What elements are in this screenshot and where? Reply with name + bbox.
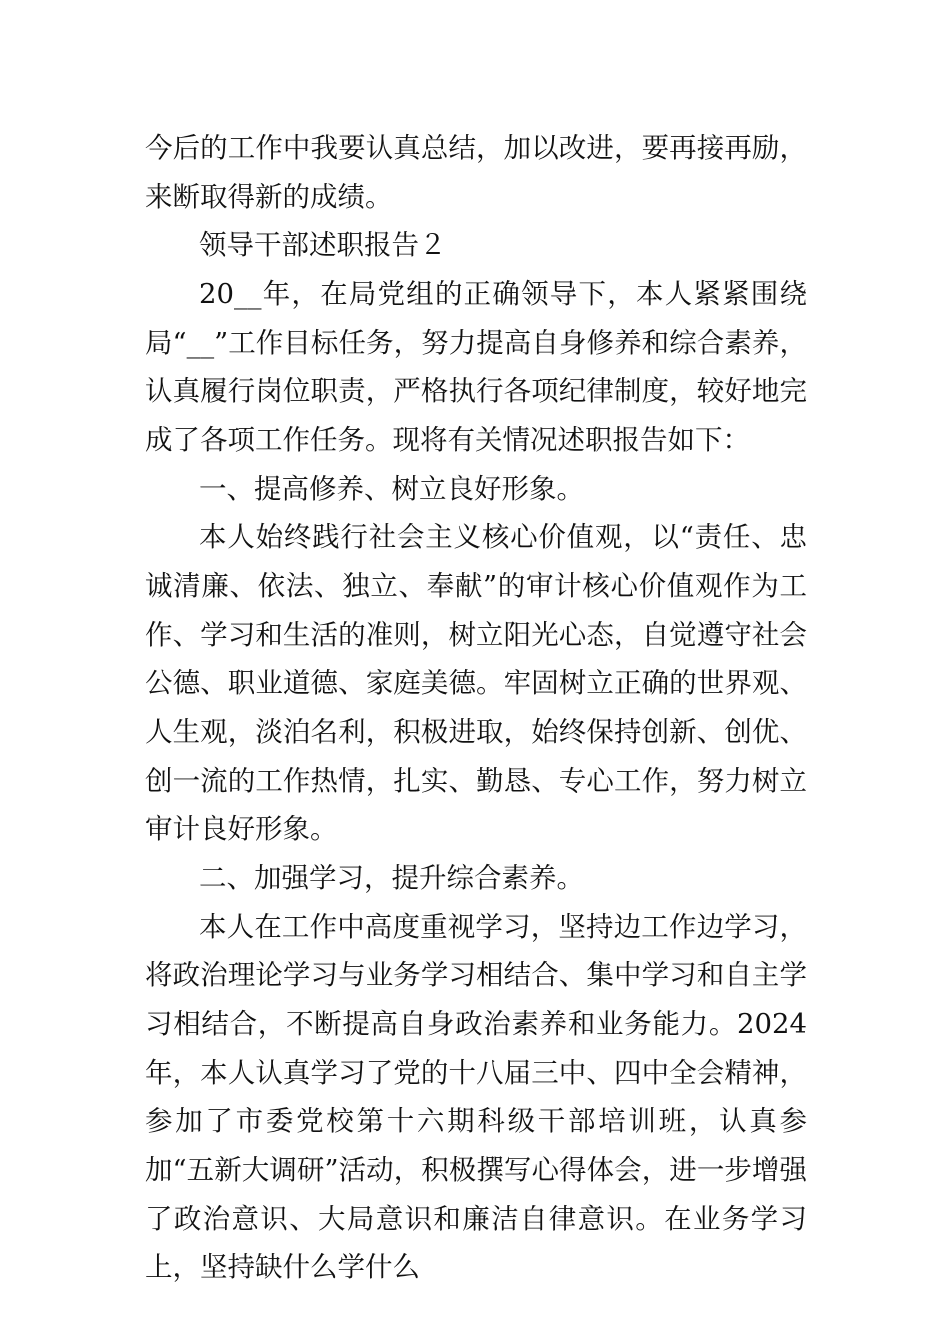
report-heading: 领导干部述职报告２ <box>199 229 447 262</box>
paragraph-intro: 20__年，在局党组的正确领导下，本人紧紧围绕局“__”工作目标任务，努力提高自身修养和综合素养，认真履行岗位职责，严格执行各项纪律制度，较好地完成了各项工作任务。现将有关情况述职报告如下： <box>145 278 807 457</box>
paragraph-section-1: 本人始终践行社会主义核心价值观，以“责任、忠诚清廉、依法、独立、奉献”的审计核心价值观作为工作、学习和生活的准则，树立阳光心态，自觉遵守社会公德、职业道德、家庭美德。牢固树立正确的世界观、人生观，淡泊名利，积极进取，始终保持创新、创优、创一流的工作热情，扎实、勤恳、专心工作，努力树立审计良好形象。 <box>145 521 807 846</box>
section-heading-2: 二、加强学习，提升综合素养。 <box>199 862 584 895</box>
paragraph-continuation: 今后的工作中我要认真总结，加以改进，要再接再励，来断取得新的成绩。 <box>145 132 807 213</box>
document-body <box>145 124 807 1292</box>
paragraph-section-2: 本人在工作中高度重视学习，坚持边工作边学习，将政治理论学习与业务学习相结合、集中学习和自主学习相结合，不断提高自身政治素养和业务能力。2024年，本人认真学习了党的十八届三中、四中全会精神，参加了市委党校第十六期科级干部培训班，认真参加“五新大调研”活动，积极撰写心得体会，进一步增强了政治意识、大局意识和廉洁自律意识。在业务学习上，坚持缺什么学什么 <box>145 910 807 1284</box>
section-heading-1: 一、提高修养、树立良好形象。 <box>199 472 584 505</box>
